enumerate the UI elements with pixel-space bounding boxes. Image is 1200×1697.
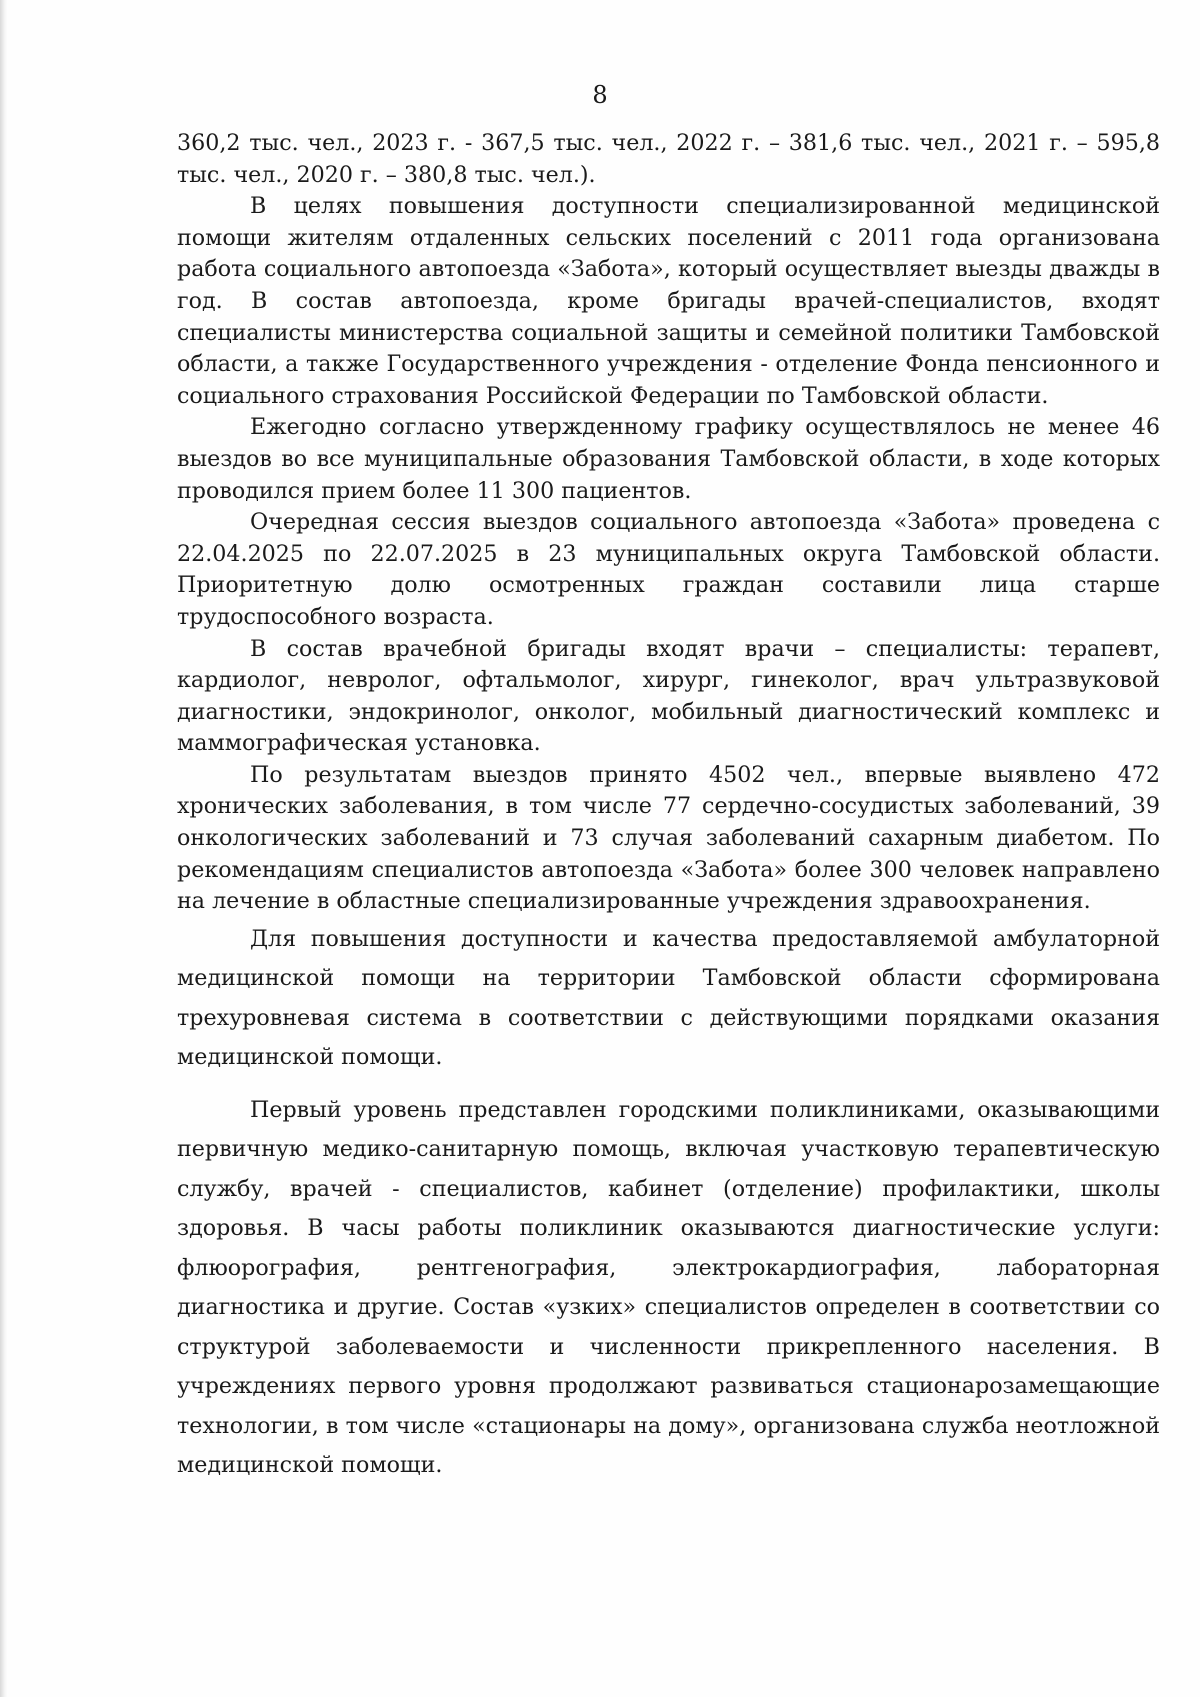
paragraph-first-level: Первый уровень представлен городскими поликлиниками, оказывающими первичную медико-санитарную помощь, включая участковую терапевтическую службу, врачей - специалистов, кабинет (отделение) профилактики, школы здоровья. В часы работы поликлиник оказываются диагностические услуги: флюорография, рентгенография, электрокардиография, лабораторная диагностика и другие. Состав «узких» специалистов определен в соответствии со структурой заболеваемости и численности прикрепленного населения. В учреждениях первого уровня продолжают развиваться стационарозамещающие технологии, в том числе «стационары на дому», организована служба неотложной медицинской помощи.: [177, 1096, 1160, 1479]
paragraph-trip-results: По результатам выездов принято 4502 чел., впервые выявлено 472 хронических заболевания, в том числе 77 сердечно-сосудистых заболеваний, 39 онкологических заболеваний и 73 случая заболеваний сахарным диабетом. По рекомендациям специалистов автопоезда «Забота» более 300 человек направлено на лечение в областные специализированные учреждения здравоохранения.: [177, 761, 1160, 915]
paragraph-autotrain-intro: В целях повышения доступности специализированной медицинской помощи жителям отдаленных сельских поселений с 2011 года организована работа социального автопоезда «Забота», который осуществляет выезды дважды в год. В состав автопоезда, кроме бригады врачей-специалистов, входят специалисты министерства социальной защиты и семейной политики Тамбовской области, а также Государственного учреждения - отделение Фонда пенсионного и социального страхования Российской Федерации по Тамбовской области.: [177, 193, 1160, 409]
paragraph-annual-trips: Ежегодно согласно утвержденному графику осуществлялось не менее 46 выездов во все муниципальные образования Тамбовской области, в ходе которых проводился прием более 11 300 пациентов.: [177, 414, 1160, 504]
page-number: 8: [592, 81, 608, 109]
paragraph-continuation: 360,2 тыс. чел., 2023 г. - 367,5 тыс. чел., 2022 г. – 381,6 тыс. чел., 2021 г. – 595,8 тыс. чел., 2020 г. – 380,8 тыс. чел.).: [177, 130, 1160, 188]
paragraph-three-level-system: Для повышения доступности и качества предоставляемой амбулаторной медицинской помощи на территории Тамбовской области сформирована трехуровневая система в соответствии с действующими порядками оказания медицинской помощи.: [177, 925, 1160, 1071]
scan-edge: [0, 0, 8, 1697]
paragraph-brigade-composition: В состав врачебной бригады входят врачи – специалисты: терапевт, кардиолог, невролог, офтальмолог, хирург, гинеколог, врач ультразвуковой диагностики, эндокринолог, онколог, мобильный диагностический комплекс и маммографическая установка.: [177, 635, 1160, 757]
document-body: [177, 128, 1160, 1486]
paragraph-current-session: Очередная сессия выездов социального автопоезда «Забота» проведена с 22.04.2025 по 22.07.2025 в 23 муниципальных округа Тамбовской области. Приоритетную долю осмотренных граждан составили лица старше трудоспособного возраста.: [177, 509, 1160, 630]
